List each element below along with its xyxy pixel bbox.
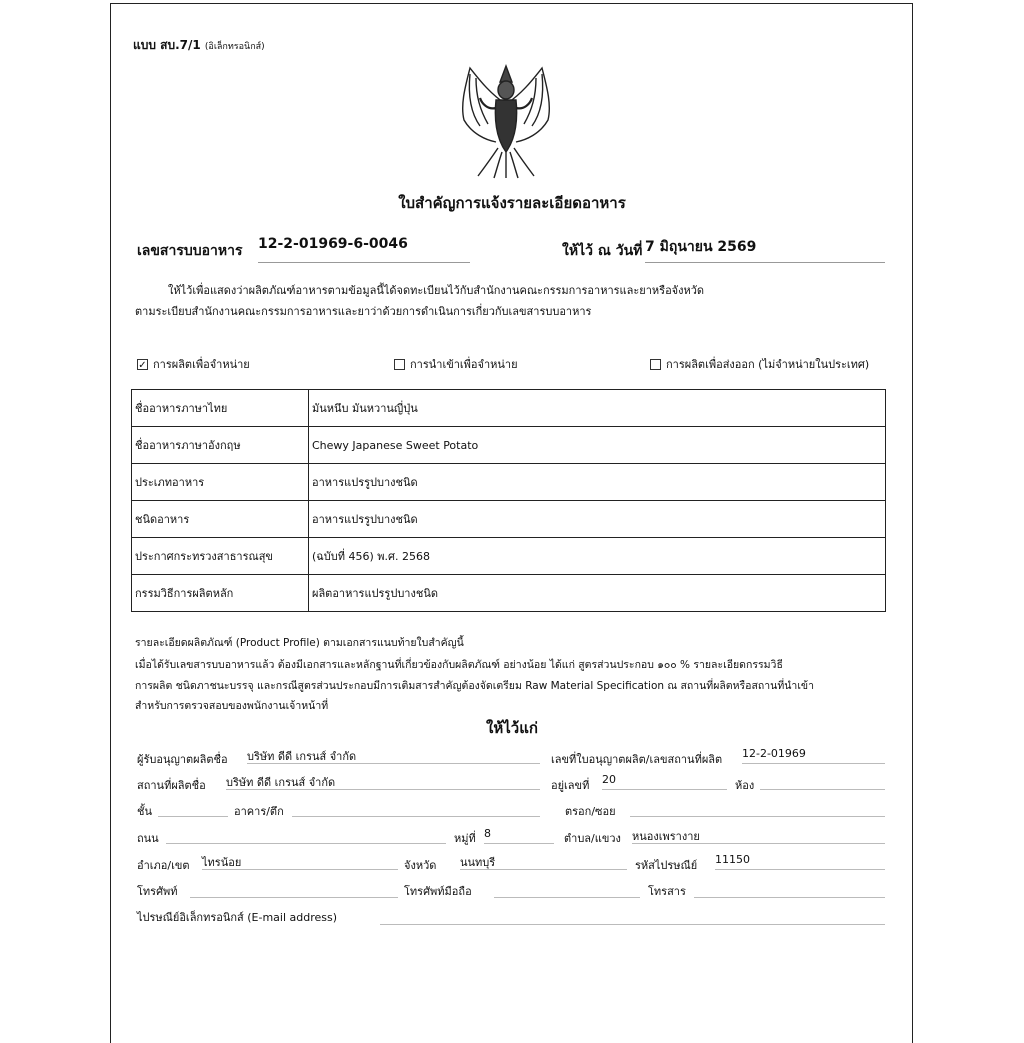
checkbox-label: การผลิตเพื่อส่งออก (ไม่จำหน่ายในประเทศ) xyxy=(666,358,870,371)
product-details-table xyxy=(131,389,886,612)
floor-label: ชั้น xyxy=(137,805,152,818)
mobile-label: โทรศัพท์มือถือ xyxy=(404,885,472,898)
licensee-label: ผู้รับอนุญาตผลิตชื่อ xyxy=(137,753,228,766)
document-title: ใบสำคัญการแจ้งรายละเอียดอาหาร xyxy=(398,194,626,212)
table-row xyxy=(132,427,886,464)
notes-line-1: รายละเอียดผลิตภัณฑ์ (Product Profile) ตามเอกสารแนบท้ายใบสำคัญนี้ xyxy=(135,637,464,649)
table-row xyxy=(132,538,886,575)
checkbox-empty-icon xyxy=(394,359,405,370)
alley-label: ตรอก/ซอย xyxy=(565,805,616,818)
licensee-field[interactable]: บริษัท ดีดี เกรนส์ จำกัด xyxy=(247,747,540,764)
detail-key: ประเภทอาหาร xyxy=(132,464,309,501)
phone-field[interactable] xyxy=(190,881,398,898)
detail-key: ชื่ออาหารภาษาไทย xyxy=(132,390,309,427)
subdistrict-field[interactable]: หนองเพรางาย xyxy=(632,827,885,844)
detail-value: (ฉบับที่ 456) พ.ศ. 2568 xyxy=(309,538,886,575)
detail-value: ผลิตอาหารแปรรูปบางชนิด xyxy=(309,575,886,612)
room-label: ห้อง xyxy=(735,779,755,792)
fax-label: โทรสาร xyxy=(648,885,686,898)
alley-field[interactable] xyxy=(630,800,885,817)
form-code xyxy=(133,36,265,55)
table-row xyxy=(132,390,886,427)
intro-line-1: ให้ไว้เพื่อแสดงว่าผลิตภัณฑ์อาหารตามข้อมูลนี้ได้จดทะเบียนไว้กับสำนักงานคณะกรรมการอาหารและยาหรือจังหวัด xyxy=(168,284,705,297)
fax-field[interactable] xyxy=(694,881,885,898)
checkbox-empty-icon xyxy=(650,359,661,370)
notes-line-2: เมื่อได้รับเลขสารบบอาหารแล้ว ต้องมีเอกสารและหลักฐานที่เกี่ยวข้องกับผลิตภัณฑ์ อย่างน้อย ได้แก่ สูตรส่วนประกอบ ๑๐๐ % รายละเอียดกรรมวิธี xyxy=(135,659,783,671)
mobile-field[interactable] xyxy=(494,881,640,898)
notes-line-3: การผลิต ชนิดภาชนะบรรจุ และกรณีสูตรส่วนประกอบมีการเติมสารสำคัญต้องจัดเตรียม Raw Material Specification ณ สถานที่ผลิตหรือสถานที่นำเข้า xyxy=(135,680,814,692)
district-field[interactable]: ไทรน้อย xyxy=(202,853,398,870)
checkbox-label: การนำเข้าเพื่อจำหน่าย xyxy=(410,358,518,371)
detail-value: มันหนึบ มันหวานญี่ปุ่น xyxy=(309,390,886,427)
moo-field[interactable]: 8 xyxy=(484,827,554,844)
form-code-note: (อิเล็กทรอนิกส์) xyxy=(204,42,265,52)
production-site-field[interactable]: บริษัท ดีดี เกรนส์ จำกัด xyxy=(226,773,540,790)
detail-key: กรรมวิธีการผลิตหลัก xyxy=(132,575,309,612)
checkbox-checked-icon: ✓ xyxy=(138,359,147,371)
address-number-label: อยู่เลขที่ xyxy=(551,779,590,792)
license-number-field[interactable]: 12-2-01969 xyxy=(742,747,885,764)
registration-label: เลขสารบบอาหาร xyxy=(137,243,243,259)
detail-key: ประกาศกระทรวงสาธารณสุข xyxy=(132,538,309,575)
table-row xyxy=(132,501,886,538)
table-row xyxy=(132,464,886,501)
subdistrict-label: ตำบล/แขวง xyxy=(564,832,621,845)
checkbox-export[interactable] xyxy=(650,355,869,373)
detail-key: ชนิดอาหาร xyxy=(132,501,309,538)
province-field[interactable]: นนทบุรี xyxy=(460,853,627,870)
intro-line-2: ตามระเบียบสำนักงานคณะกรรมการอาหารและยาว่าด้วยการดำเนินการเกี่ยวกับเลขสารบบอาหาร xyxy=(135,305,592,318)
detail-key: ชื่ออาหารภาษาอังกฤษ xyxy=(132,427,309,464)
detail-value: อาหารแปรรูปบางชนิด xyxy=(309,501,886,538)
postcode-field[interactable]: 11150 xyxy=(715,853,885,870)
detail-value: Chewy Japanese Sweet Potato xyxy=(309,427,886,464)
notes-line-4: สำหรับการตรวจสอบของพนักงานเจ้าหน้าที่ xyxy=(135,700,329,712)
email-label: ไปรษณีย์อิเล็กทรอนิกส์ (E-mail address) xyxy=(137,911,338,924)
detail-value: อาหารแปรรูปบางชนิด xyxy=(309,464,886,501)
checkbox-domestic-production[interactable] xyxy=(137,355,250,373)
district-label: อำเภอ/เขต xyxy=(137,859,190,872)
address-number-field[interactable]: 20 xyxy=(602,773,727,790)
email-field[interactable] xyxy=(380,908,885,925)
province-label: จังหวัด xyxy=(404,859,437,872)
road-label: ถนน xyxy=(137,832,159,845)
form-code-text: แบบ สบ.7/1 xyxy=(133,38,201,52)
floor-field[interactable] xyxy=(158,800,228,817)
room-field[interactable] xyxy=(760,773,885,790)
moo-label: หมู่ที่ xyxy=(454,832,476,845)
given-to-heading: ให้ไว้แก่ xyxy=(486,719,538,737)
checkbox-label: การผลิตเพื่อจำหน่าย xyxy=(153,358,250,371)
garuda-emblem-icon xyxy=(450,64,562,180)
given-date-label: ให้ไว้ ณ วันที่ xyxy=(562,243,643,259)
checkbox-import[interactable] xyxy=(394,355,518,373)
road-field[interactable] xyxy=(166,827,446,844)
phone-label: โทรศัพท์ xyxy=(137,885,178,898)
production-site-label: สถานที่ผลิตชื่อ xyxy=(137,779,206,792)
building-label: อาคาร/ตึก xyxy=(234,805,284,818)
given-date-value: 7 มิถุนายน 2569 xyxy=(645,236,885,263)
table-row xyxy=(132,575,886,612)
postcode-label: รหัสไปรษณีย์ xyxy=(635,859,698,872)
building-field[interactable] xyxy=(292,800,540,817)
registration-number: 12-2-01969-6-0046 xyxy=(258,236,470,263)
license-number-label: เลขที่ใบอนุญาตผลิต/เลขสถานที่ผลิต xyxy=(551,753,723,766)
